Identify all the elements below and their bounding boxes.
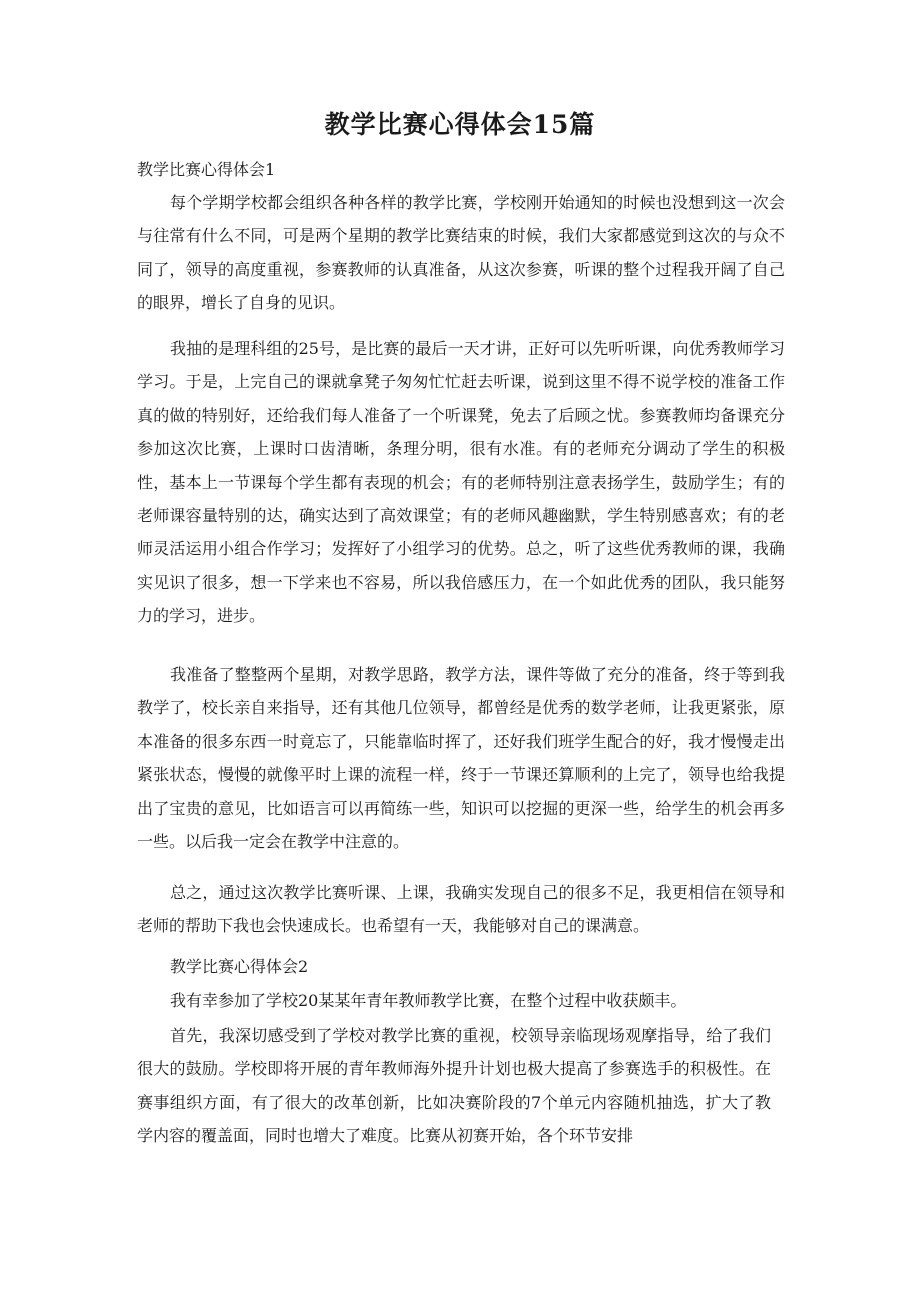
paragraph-1-4: 总之，通过这次教学比赛听课、上课，我确实发现自己的很多不足，我更相信在领导和老师的帮助下我也会快速成长。也希望有一天，我能够对自己的课满意。 [137, 883, 785, 936]
section-heading-2: 教学比赛心得体会2 [170, 957, 309, 976]
paragraph-1-2: 我抽的是理科组的25号，是比赛的最后一天才讲，正好可以先听听课，向优秀教师学习学习。于是，上完自己的课就拿凳子匆匆忙忙赶去听课，说到这里不得不说学校的准备工作真的做的特别好，还给我们每人准备了一个听课凳，免去了后顾之忧。参赛教师均备课充分参加这次比赛，上课时口齿清晰，条理分明，很有水准。有的老师充分调动了学生的积极性，基本上一节课每个学生都有表现的机会；有的老师特别注意表扬学生，鼓励学生；有的老师课容量特别的达，确实达到了高效课堂；有的老师风趣幽默，学生特别感喜欢；有的老师灵活运用小组合作学习；发挥好了小组学习的优势。总之，听了这些优秀教师的课，我确实见识了很多，想一下学来也不容易，所以我倍感压力，在一个如此优秀的团队，我只能努力的学习，进步。 [137, 339, 785, 626]
section-heading-1: 教学比赛心得体会1 [137, 160, 276, 179]
paragraph-1-3: 我准备了整整两个星期，对教学思路，教学方法，课件等做了充分的准备，终于等到我教学了，校长亲自来指导，还有其他几位领导，都曾经是优秀的数学老师，让我更紧张，原本准备的很多东西一时竟忘了，只能靠临时挥了，还好我们班学生配合的好，我才慢慢走出紧张状态，慢慢的就像平时上课的流程一样，终于一节课还算顺利的上完了，领导也给我提出了宝贵的意见，比如语言可以再简练一些，知识可以挖掘的更深一些，给学生的机会再多一些。以后我一定会在教学中注意的。 [137, 665, 785, 852]
paragraph-2-2: 首先，我深切感受到了学校对教学比赛的重视，校领导亲临现场观摩指导，给了我们很大的鼓励。学校即将开展的青年教师海外提升计划也极大提高了参赛选手的积极性。在赛事组织方面，有了很大的改革创新，比如决赛阶段的7个单元内容随机抽选，扩大了教学内容的覆盖面，同时也增大了难度。比赛从初赛开始，各个环节安排 [137, 1026, 771, 1146]
paragraph-2-1: 我有幸参加了学校20某某年青年教师教学比赛，在整个过程中收获颇丰。 [170, 991, 687, 1010]
paragraph-1-1: 每个学期学校都会组织各种各样的教学比赛，学校刚开始通知的时候也没想到这一次会与往常有什么不同，可是两个星期的教学比赛结束的时候，我们大家都感觉到这次的与众不同了，领导的高度重视，参赛教师的认真准备，从这次参赛，听课的整个过程我开阔了自己的眼界，增长了自身的见识。 [137, 193, 785, 313]
document-title: 教学比赛心得体会15篇 [324, 110, 596, 139]
